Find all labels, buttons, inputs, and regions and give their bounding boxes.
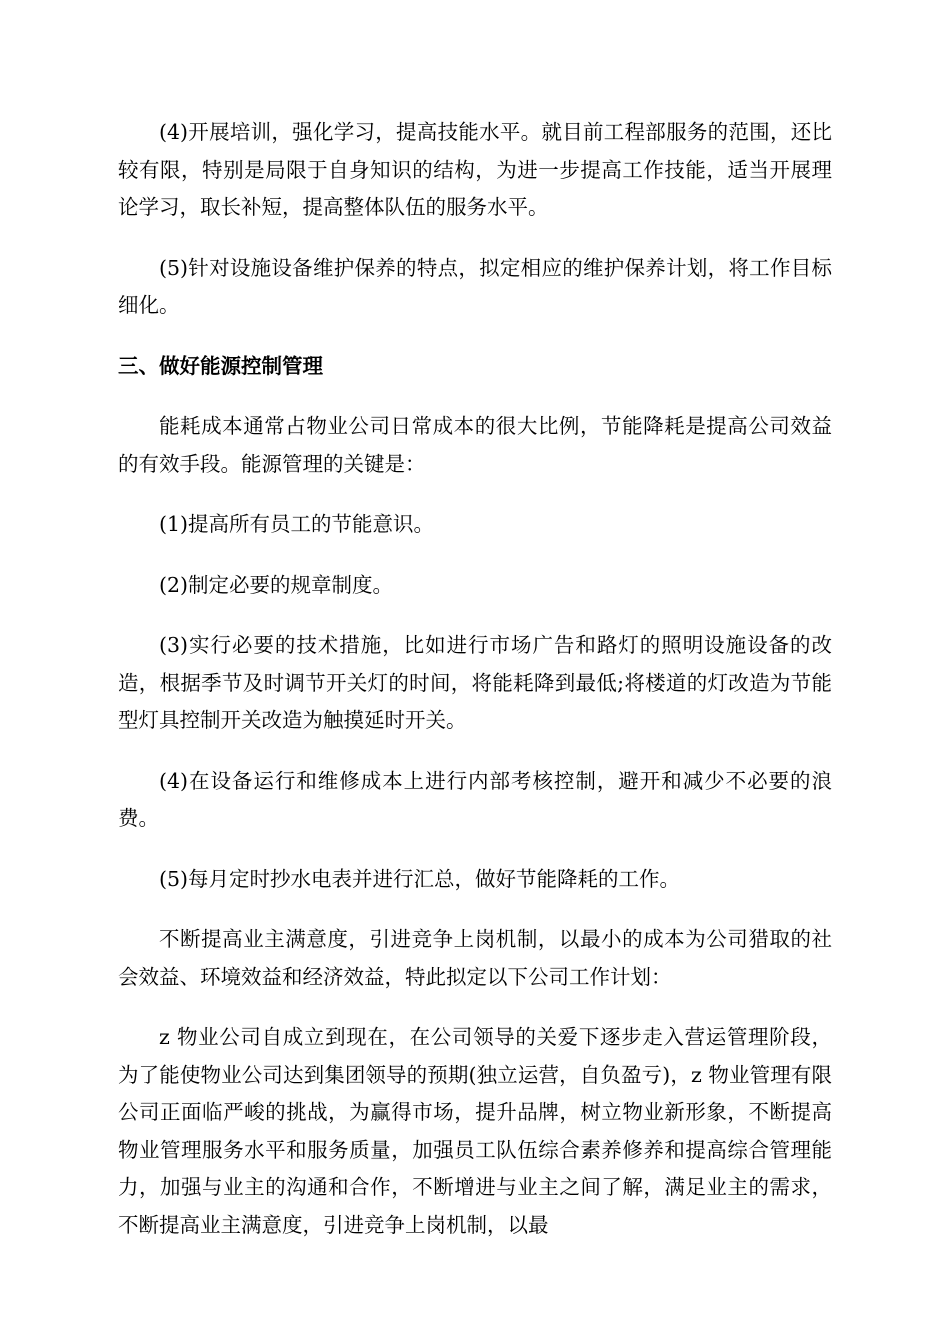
document-page [118, 114, 832, 1244]
paragraph-satisfaction: 不断提高业主满意度，引进竞争上岗机制，以最小的成本为公司猎取的社会效益、环境效益和经济效益，特此拟定以下公司工作计划： [118, 927, 832, 989]
paragraph-energy-intro: 能耗成本通常占物业公司日常成本的很大比例，节能降耗是提高公司效益的有效手段。能源管理的关键是： [118, 414, 832, 476]
paragraph-training: (4)开展培训，强化学习，提高技能水平。就目前工程部服务的范围，还比较有限，特别是局限于自身知识的结构，为进一步提高工作技能，适当开展理论学习，取长补短，提高整体队伍的服务水平。 [118, 120, 832, 219]
paragraph-technical-measures: (3)实行必要的技术措施，比如进行市场广告和路灯的照明设施设备的改造，根据季节及时调节开关灯的时间，将能耗降到最低;将楼道的灯改造为节能型灯具控制开关改造为触摸延时开关。 [118, 633, 832, 732]
paragraph-maintenance-plan: (5)针对设施设备维护保养的特点，拟定相应的维护保养计划，将工作目标细化。 [118, 255, 832, 317]
section-heading-energy: 三、做好能源控制管理 [118, 353, 323, 378]
paragraph-awareness: (1)提高所有员工的节能意识。 [159, 512, 435, 536]
paragraph-meter-reading: (5)每月定时抄水电表并进行汇总，做好节能降耗的工作。 [159, 866, 681, 891]
paragraph-rules: (2)制定必要的规章制度。 [159, 572, 394, 597]
paragraph-company-overview: z 物业公司自成立到现在，在公司领导的关爱下逐步走入营运管理阶段，为了能使物业公司达到集团领导的预期(独立运营，自负盈亏)，z 物业管理有限公司正面临严峻的挑战，为赢得市场，提升品牌，树立物业新形象，不断提高物业管理服务水平和服务质量，加强员工队伍综合素养修养和提高综合管理能力，加强与业主的沟通和合作，不断增进与业主之间了解，满足业主的需求，不断提高业主满意度，引进竞争上岗机制，以最 [118, 1025, 832, 1237]
paragraph-cost-control: (4)在设备运行和维修成本上进行内部考核控制，避开和减少不必要的浪费。 [118, 768, 832, 830]
